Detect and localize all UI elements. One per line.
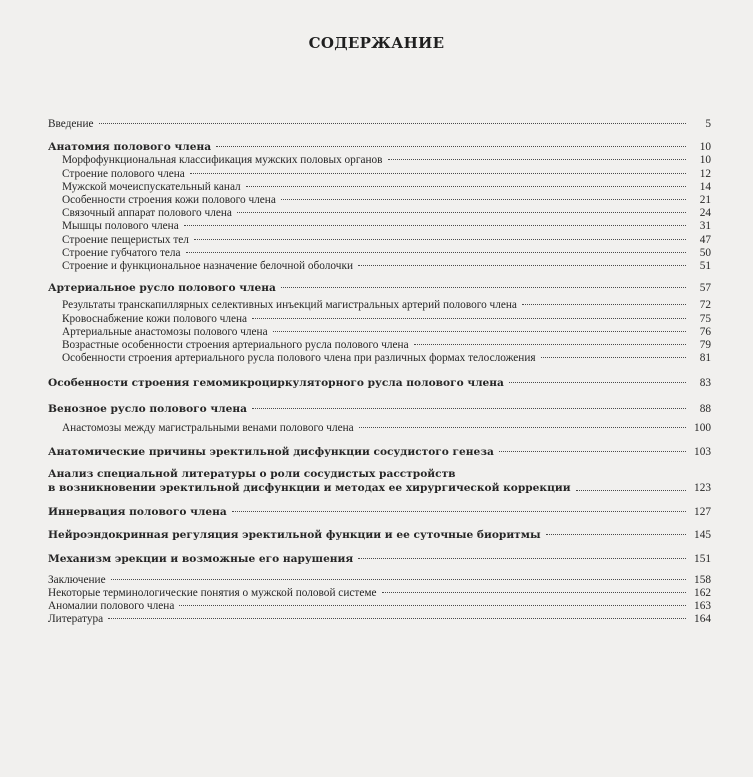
toc-entry-title: Мужской мочеиспускательный канал bbox=[62, 180, 241, 193]
toc-page-number: 145 bbox=[694, 529, 711, 542]
toc-page-number: 72 bbox=[699, 299, 711, 312]
dot-leader bbox=[388, 159, 686, 160]
dot-leader bbox=[184, 225, 686, 226]
toc-entry-title: Результаты транскапиллярных селективных инъекций магистральных артерий полового члена bbox=[62, 299, 517, 312]
dot-leader bbox=[246, 186, 686, 187]
dot-leader bbox=[179, 605, 686, 606]
toc-entry-title: Мышцы полового члена bbox=[62, 220, 179, 233]
toc-entry[interactable] bbox=[48, 352, 711, 365]
toc-section-title bbox=[48, 467, 571, 495]
toc-entry-title: Особенности строения артериального русла полового члена при различных формах телосложения bbox=[62, 352, 536, 365]
toc-page-number: 76 bbox=[699, 325, 711, 338]
dot-leader bbox=[522, 304, 686, 305]
dot-leader bbox=[216, 146, 686, 147]
toc-page-number: 81 bbox=[699, 352, 711, 365]
dot-leader bbox=[414, 344, 686, 345]
toc-entry-title: Особенности строения кожи полового члена bbox=[62, 194, 276, 207]
toc-entry-conclusion[interactable] bbox=[48, 574, 711, 587]
toc-page-number: 10 bbox=[699, 141, 711, 154]
toc-section-title: Анатомические причины эректильной дисфункции сосудистого генеза bbox=[48, 446, 494, 459]
toc-page-number: 51 bbox=[699, 260, 711, 273]
toc-entry-anomalies[interactable] bbox=[48, 600, 711, 613]
toc-page-number: 127 bbox=[694, 506, 711, 519]
toc-entry-title: Строение и функциональное назначение белочной оболочки bbox=[62, 260, 353, 273]
dot-leader bbox=[281, 199, 686, 200]
dot-leader bbox=[108, 618, 686, 619]
dot-leader bbox=[358, 265, 686, 266]
dot-leader bbox=[499, 451, 686, 452]
toc-entry-title: Кровоснабжение кожи полового члена bbox=[62, 312, 248, 325]
toc-entry[interactable] bbox=[48, 313, 711, 326]
dot-leader bbox=[358, 558, 686, 559]
toc-page-number: 75 bbox=[699, 312, 711, 325]
dot-leader bbox=[546, 534, 686, 535]
toc-entry[interactable] bbox=[48, 247, 711, 260]
toc-entry[interactable] bbox=[48, 422, 711, 435]
dot-leader bbox=[273, 331, 686, 332]
toc-entry[interactable] bbox=[48, 260, 711, 273]
toc-page-number: 31 bbox=[699, 220, 711, 233]
toc-section-neuroendocrine[interactable] bbox=[48, 529, 711, 542]
toc-page-number: 10 bbox=[699, 154, 711, 167]
toc-entry-title: Строение пещеристых тел bbox=[62, 233, 189, 246]
toc-section-title: Венозное русло полового члена bbox=[48, 402, 247, 415]
toc-section-venous[interactable] bbox=[48, 403, 711, 416]
toc-section-title-line2: в возникновении эректильной дисфункции и методах ее хирургической коррекции bbox=[48, 482, 571, 495]
toc-section-anatomical-causes[interactable] bbox=[48, 446, 711, 459]
toc-page-number: 24 bbox=[699, 207, 711, 220]
toc-section-literature-analysis[interactable] bbox=[48, 467, 711, 495]
toc-section-innervation[interactable] bbox=[48, 506, 711, 519]
toc-page-number: 47 bbox=[699, 233, 711, 246]
toc-page-number: 79 bbox=[699, 339, 711, 352]
toc-entry[interactable] bbox=[48, 207, 711, 220]
dot-leader bbox=[576, 490, 686, 491]
toc-section-title: Анатомия полового члена bbox=[48, 141, 212, 154]
toc-entry[interactable] bbox=[48, 299, 711, 312]
dot-leader bbox=[99, 123, 686, 124]
dot-leader bbox=[281, 287, 686, 288]
toc-entry-references[interactable] bbox=[48, 613, 711, 626]
toc-entry-title: Морфофункциональная классификация мужских половых органов bbox=[62, 154, 383, 167]
toc-entry[interactable] bbox=[48, 326, 711, 339]
toc-entry-terminology[interactable] bbox=[48, 587, 711, 600]
dot-leader bbox=[382, 592, 687, 593]
toc-section-microcirculation[interactable] bbox=[48, 377, 711, 390]
toc-page-number: 50 bbox=[699, 246, 711, 259]
toc-page-number: 12 bbox=[699, 167, 711, 180]
toc-section-title: Механизм эрекции и возможные его нарушения bbox=[48, 552, 354, 565]
toc-entry-title: Возрастные особенности строения артериального русла полового члена bbox=[62, 339, 409, 352]
toc-entry[interactable] bbox=[48, 220, 711, 233]
toc-entry-title: Литература bbox=[48, 613, 104, 626]
toc-entry-introduction[interactable] bbox=[48, 118, 711, 131]
toc-page-number: 151 bbox=[694, 552, 711, 565]
toc-page-number: 123 bbox=[694, 482, 711, 495]
toc-entry-title: Введение bbox=[48, 118, 94, 130]
toc-section-arterial[interactable] bbox=[48, 282, 711, 295]
toc-entry[interactable] bbox=[48, 181, 711, 194]
toc-entry[interactable] bbox=[48, 234, 711, 247]
toc-section-title: Нейроэндокринная регуляция эректильной функции и ее суточные биоритмы bbox=[48, 529, 541, 542]
toc-entry-title: Артериальные анастомозы полового члена bbox=[62, 325, 268, 338]
toc-entry-title: Строение губчатого тела bbox=[62, 246, 181, 259]
toc-entry[interactable] bbox=[48, 339, 711, 352]
dot-leader bbox=[252, 318, 686, 319]
toc-page-number: 14 bbox=[699, 180, 711, 193]
table-of-contents bbox=[48, 118, 711, 627]
toc-page-number: 158 bbox=[694, 573, 711, 586]
toc-section-title-line1: Анализ специальной литературы о роли сосудистых расстройств bbox=[48, 468, 456, 481]
toc-page-number: 88 bbox=[699, 402, 711, 415]
toc-page-number: 57 bbox=[699, 282, 711, 295]
toc-entry[interactable] bbox=[48, 168, 711, 181]
toc-page-number: 163 bbox=[694, 600, 711, 613]
toc-section-anatomy[interactable] bbox=[48, 141, 711, 154]
toc-entry-title: Аномалии полового члена bbox=[48, 600, 175, 613]
toc-page-number: 164 bbox=[694, 613, 711, 626]
toc-entry[interactable] bbox=[48, 194, 711, 207]
dot-leader bbox=[509, 382, 686, 383]
dot-leader bbox=[111, 579, 686, 580]
dot-leader bbox=[186, 252, 686, 253]
toc-page-number: 5 bbox=[705, 118, 711, 130]
toc-page-number: 162 bbox=[694, 587, 711, 600]
toc-section-title: Иннервация полового члена bbox=[48, 506, 227, 519]
dot-leader bbox=[252, 408, 686, 409]
dot-leader bbox=[237, 212, 686, 213]
toc-entry-title: Связочный аппарат полового члена bbox=[62, 207, 232, 220]
toc-entry-title: Некоторые терминологические понятия о мужской половой системе bbox=[48, 587, 377, 600]
dot-leader bbox=[541, 357, 686, 358]
dot-leader bbox=[232, 511, 686, 512]
toc-section-title: Особенности строения гемомикроциркуляторного русла полового члена bbox=[48, 377, 504, 390]
toc-page-number: 103 bbox=[694, 446, 711, 459]
toc-entry-title: Строение полового члена bbox=[62, 167, 185, 180]
toc-page-number: 100 bbox=[694, 421, 711, 434]
toc-section-mechanism[interactable] bbox=[48, 553, 711, 566]
toc-section-title: Артериальное русло полового члена bbox=[48, 282, 276, 295]
toc-entry-title: Анастомозы между магистральными венами полового члена bbox=[62, 421, 354, 434]
toc-entry[interactable] bbox=[48, 154, 711, 167]
toc-entry-title: Заключение bbox=[48, 573, 106, 586]
dot-leader bbox=[194, 239, 686, 240]
dot-leader bbox=[190, 173, 686, 174]
dot-leader bbox=[359, 427, 686, 428]
page-title: СОДЕРЖАНИЕ bbox=[308, 34, 445, 52]
toc-page-number: 21 bbox=[699, 194, 711, 207]
toc-page-number: 83 bbox=[699, 377, 711, 390]
